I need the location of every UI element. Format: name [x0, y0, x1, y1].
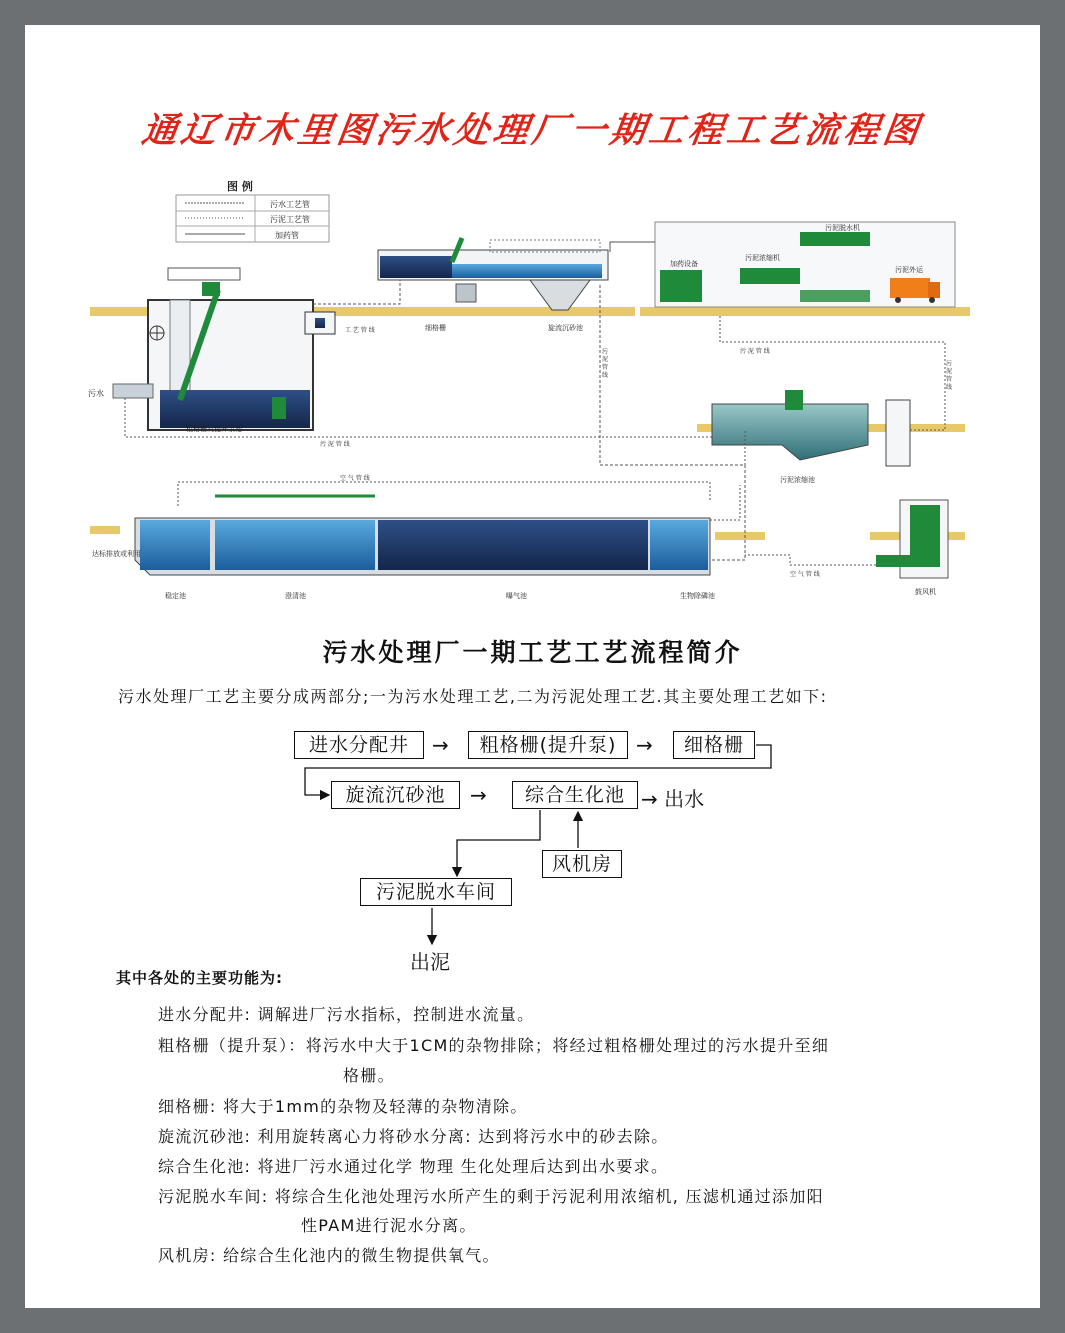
- label-pipe-air2: 空 气 管 线: [790, 571, 820, 578]
- label-thickener: 污泥浓缩机: [745, 254, 780, 262]
- flow-arrow-3: →: [470, 783, 487, 807]
- flow-arrow-2: →: [636, 733, 653, 757]
- function-coarse-cont: 格栅。: [343, 1066, 395, 1085]
- intro-title: 污水处理厂一期工艺工艺流程简介: [322, 638, 743, 667]
- flow-box-inlet: 进水分配井: [294, 731, 424, 759]
- label-blower: 鼓风机: [915, 588, 936, 596]
- label-pipe-sludge-h2: 污 泥 管 线: [740, 348, 770, 355]
- label-sludge-out: 污泥外运: [895, 266, 923, 274]
- function-grit: 旋流沉砂池: 利用旋转离心力将砂水分离: 达到将污水中的砂去除。: [158, 1127, 669, 1146]
- label-aeration: 曝气池: [506, 592, 527, 600]
- label-pipe-sludge-h: 污 泥 管 线: [320, 441, 350, 448]
- flow-box-grit: 旋流沉砂池: [331, 781, 460, 809]
- function-dewater: 污泥脱水车间: 将综合生化池处理污水所产生的剩于污泥利用浓缩机, 压滤机通过添加阳: [158, 1187, 824, 1206]
- label-pipe-sludge-r: 污 泥 管 线: [944, 360, 952, 390]
- label-discharge: 达标排放或利用: [92, 550, 141, 558]
- label-dewater: 污泥脱水机: [825, 224, 860, 232]
- label-sewage-in: 污水: [88, 389, 104, 398]
- function-coarse: 粗格栅（提升泵）：将污水中大于1CM的杂物排除；将经过粗格栅处理过的污水提升至细: [158, 1036, 830, 1055]
- label-pipe-sludge-v: 污 泥 管 线: [600, 348, 608, 378]
- flow-box-blower: 风机房: [542, 850, 622, 878]
- label-dosing: 加药设备: [670, 260, 698, 268]
- poster-title: 通辽市木里图污水处理厂一期工程工艺流程图: [139, 111, 925, 151]
- label-clarifier: 澄清池: [285, 592, 306, 600]
- flow-box-bio: 综合生化池: [512, 781, 638, 809]
- function-blower: 风机房: 给综合生化池内的微生物提供氧气。: [158, 1246, 500, 1265]
- function-fine: 细格栅: 将大于1mm的杂物及轻薄的杂物清除。: [158, 1097, 528, 1116]
- function-inlet: 进水分配井: 调解进厂污水指标，控制进水流量。: [158, 1005, 535, 1024]
- function-dewater-cont: 性PAM进行泥水分离。: [301, 1216, 477, 1235]
- functions-heading: 其中各处的主要功能为:: [116, 969, 283, 987]
- label-pipe-process: 工 艺 管 线: [345, 327, 375, 334]
- function-bio: 综合生化池: 将进厂污水通过化学 物理 生化处理后达到出水要求。: [158, 1157, 669, 1176]
- flow-box-coarse: 粗格栅(提升泵): [468, 731, 628, 759]
- flow-out-water: → 出水: [641, 787, 705, 811]
- legend-item-sludge: 污泥工艺管: [270, 215, 310, 224]
- label-sludge-tank: 污泥浓缩池: [780, 476, 815, 484]
- intro-line: 污水处理厂工艺主要分成两部分;一为污水处理工艺,二为污泥处理工艺.其主要处理工艺如下:: [118, 687, 828, 706]
- flow-out-sludge: 出泥: [410, 950, 450, 974]
- label-stable-pond: 稳定池: [165, 592, 186, 600]
- flow-arrow-1: →: [432, 733, 449, 757]
- legend-item-dosing: 加药管: [275, 231, 299, 240]
- label-grit-chamber: 旋流沉砂池: [548, 324, 583, 332]
- legend-item-sewage: 污水工艺管: [270, 200, 310, 209]
- legend-title: 图 例: [227, 180, 253, 193]
- flow-box-fine: 细格栅: [673, 731, 755, 759]
- label-bio-phos: 生物除磷池: [680, 592, 715, 600]
- label-pipe-air: 空 气 管 线: [340, 475, 370, 482]
- label-fine-screen: 细格栅: [425, 324, 446, 332]
- flow-box-dewater: 污泥脱水车间: [360, 878, 512, 906]
- label-coarse-screen: 粗格栅及提升泵池: [186, 425, 242, 433]
